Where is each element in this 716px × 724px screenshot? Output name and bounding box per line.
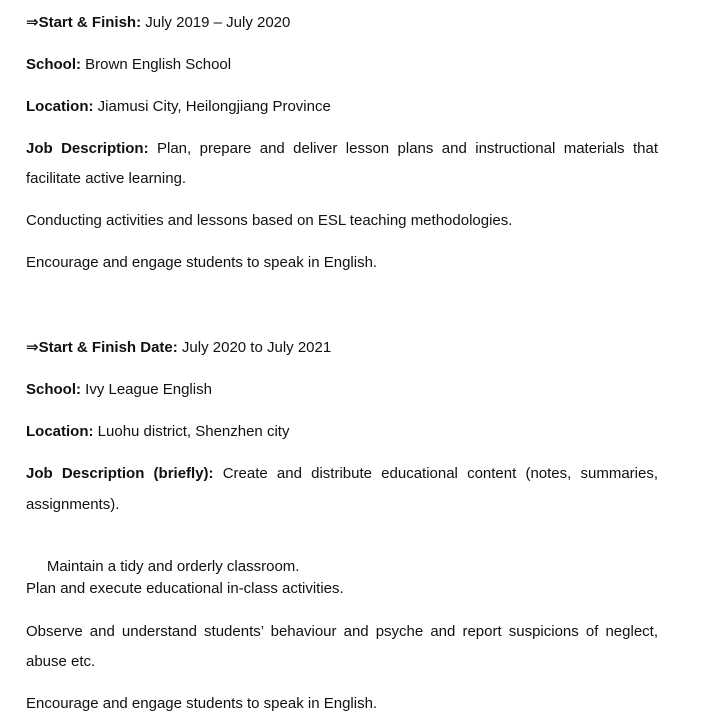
job2-desc-label: Job Description (briefly):	[26, 465, 214, 482]
job2-desc-line1: Create and distribute educational content (notes, summaries,	[213, 465, 658, 482]
job2-location-label: Location:	[26, 423, 94, 440]
job2-location	[26, 422, 658, 442]
job2-start-value: July 2020 to July 2021	[177, 339, 332, 356]
job1-location	[26, 97, 658, 117]
job2-duty	[26, 622, 658, 642]
job1-duty-text: Encourage and engage students to speak in English.	[26, 254, 378, 271]
arrow-right-icon: ⇒	[26, 339, 39, 356]
job2-duty-text: Encourage and engage students to speak in English.	[26, 695, 378, 712]
job2-duty-text: Maintain a tidy and orderly classroom.	[42, 558, 300, 575]
job2-duty-text: abuse etc.	[26, 653, 96, 670]
job1-duty	[26, 211, 658, 231]
job2-duty-text: Plan and execute educational in-class activities.	[26, 580, 344, 597]
job2-description-cont	[26, 495, 658, 515]
job1-school	[26, 55, 658, 75]
job2-school	[26, 380, 658, 400]
arrow-right-icon: ⇒	[26, 14, 39, 31]
job1-description	[26, 139, 658, 159]
job1-location-label: Location:	[26, 98, 94, 115]
job1-school-label: School:	[26, 56, 81, 73]
job1-duty	[26, 253, 658, 273]
job1-duty-text: Conducting activities and lessons based on ESL teaching methodologies.	[26, 212, 513, 229]
job1-start-finish	[26, 13, 658, 33]
job2-duty-cont	[26, 652, 658, 672]
job2-desc-line2: assignments).	[26, 496, 120, 513]
job1-location-value: Jiamusi City, Heilongjiang Province	[93, 98, 331, 115]
job2-duty-text: Observe and understand students’ behaviour and psyche and report suspicions of neglect,	[26, 623, 658, 640]
job1-desc-line1: Plan, prepare and deliver lesson plans and instructional materials that	[148, 140, 658, 157]
job2-start-finish	[26, 338, 658, 358]
job2-school-value: Ivy League English	[81, 381, 212, 398]
job2-location-value: Luohu district, Shenzhen city	[93, 423, 290, 440]
job1-start-label: Start & Finish:	[38, 14, 142, 31]
job2-start-label: Start & Finish Date:	[38, 339, 178, 356]
job1-desc-line2: facilitate active learning.	[26, 170, 187, 187]
job1-start-value: July 2019 – July 2020	[141, 14, 291, 31]
job1-desc-label: Job Description:	[26, 140, 149, 157]
job1-description-cont	[26, 169, 658, 189]
job2-duty	[26, 579, 658, 599]
job2-school-label: School:	[26, 381, 81, 398]
job1-school-value: Brown English School	[81, 56, 232, 73]
job2-duty	[26, 694, 658, 714]
job2-description	[26, 464, 658, 484]
